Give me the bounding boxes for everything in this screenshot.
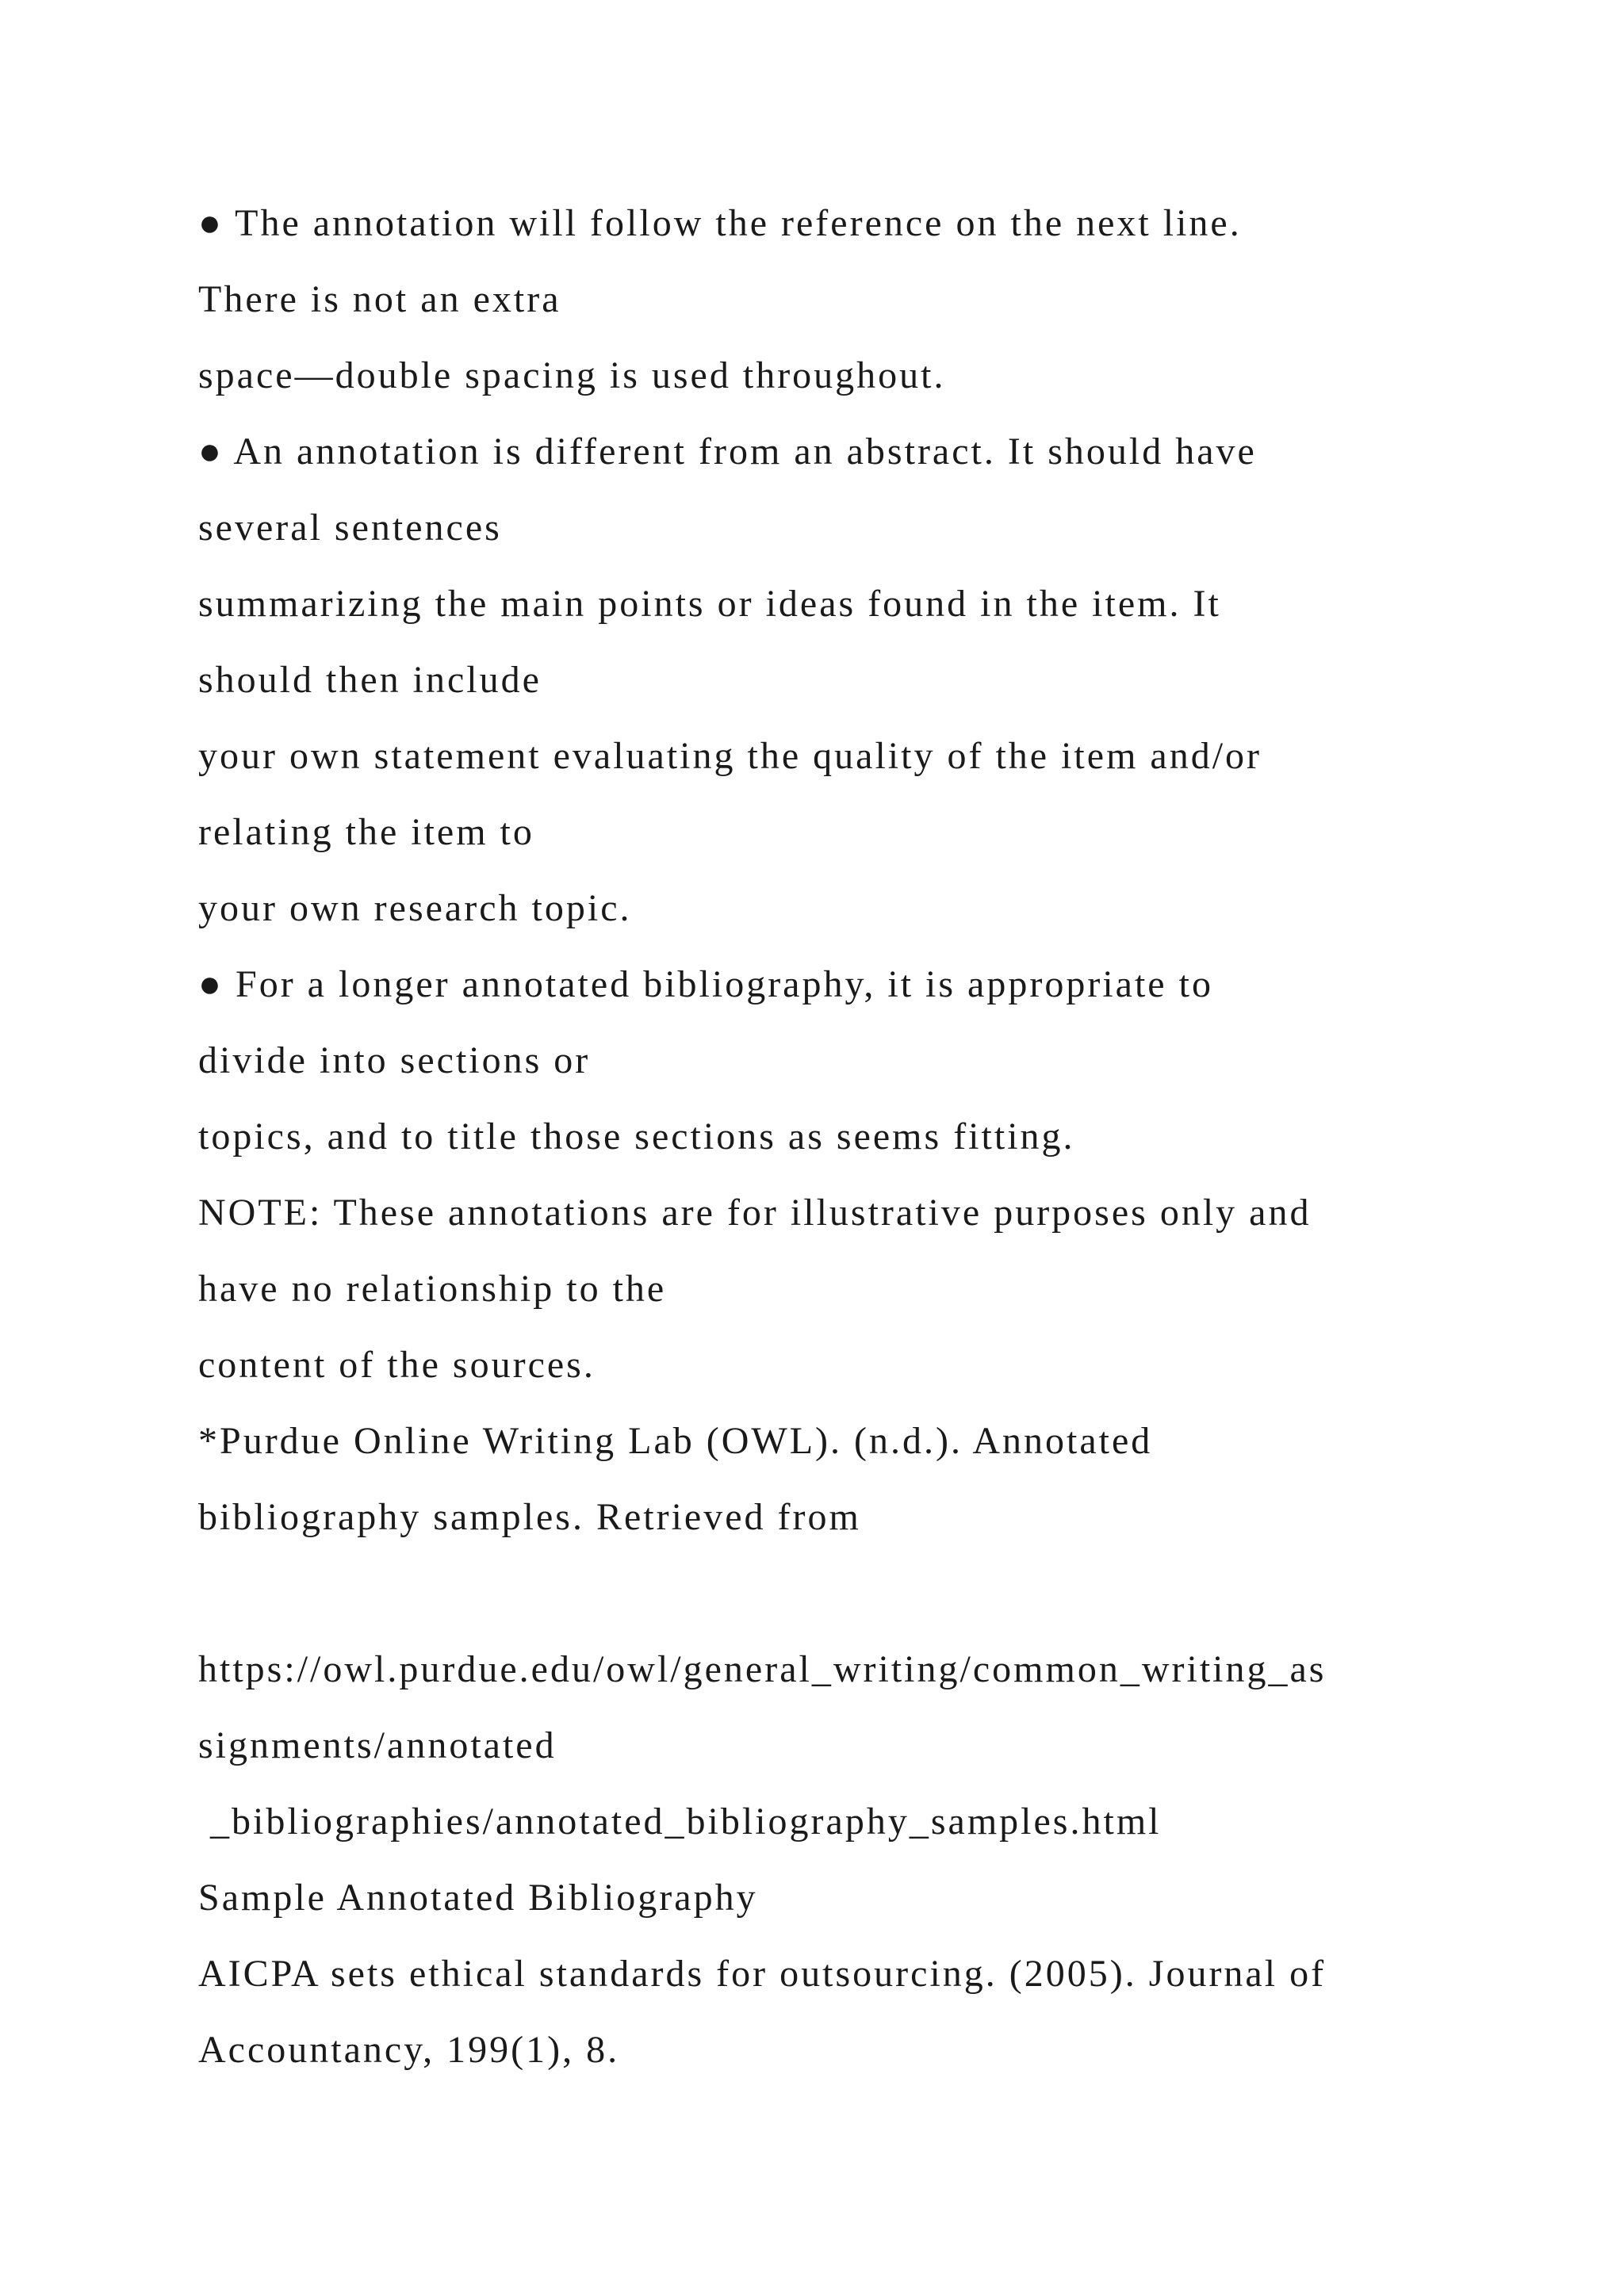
citation-line: bibliography samples. Retrieved from [198, 1496, 861, 1538]
document-body [198, 186, 1546, 2088]
text-line: There is not an extra [198, 278, 561, 320]
url-line: https://owl.purdue.edu/owl/general_writing/common_writing_as [198, 1648, 1327, 1690]
text-line: NOTE: These annotations are for illustrative purposes only and [198, 1192, 1312, 1234]
text-line: should then include [198, 659, 542, 701]
section-heading: Sample Annotated Bibliography [198, 1877, 758, 1919]
text-line: several sentences [198, 507, 502, 549]
text-line: divide into sections or [198, 1039, 591, 1081]
reference-line: AICPA sets ethical standards for outsourcing. (2005). Journal of [198, 1953, 1327, 1995]
text-line: your own research topic. [198, 887, 632, 929]
text-line: ● An annotation is different from an abstract. It should have [198, 430, 1257, 473]
blank-line [198, 1556, 1546, 1632]
text-line: have no relationship to the [198, 1268, 667, 1310]
url-line: _bibliographies/annotated_bibliography_samples.html [198, 1800, 1162, 1843]
text-line: relating the item to [198, 811, 534, 853]
url-line: signments/annotated [198, 1724, 557, 1766]
text-line: summarizing the main points or ideas found in the item. It [198, 583, 1221, 625]
text-line: topics, and to title those sections as seems fitting. [198, 1115, 1075, 1158]
text-line: space—double spacing is used throughout. [198, 354, 946, 396]
reference-line: Accountancy, 199(1), 8. [198, 2029, 620, 2071]
citation-line: *Purdue Online Writing Lab (OWL). (n.d.). Annotated [198, 1420, 1153, 1462]
text-line: content of the sources. [198, 1344, 596, 1386]
text-line: ● For a longer annotated bibliography, it is appropriate to [198, 963, 1213, 1005]
text-line: your own statement evaluating the quality of the item and/or [198, 735, 1262, 777]
text-line: ● The annotation will follow the reference on the next line. [198, 202, 1242, 244]
